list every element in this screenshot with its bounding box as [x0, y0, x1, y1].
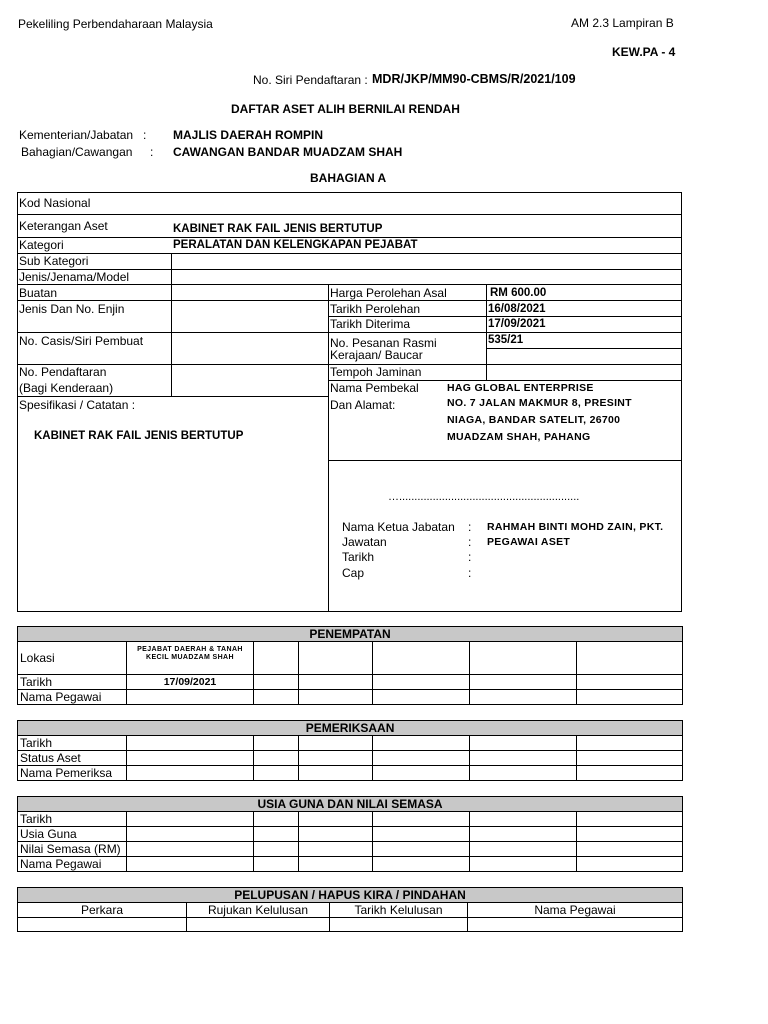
tarikh-label: Tarikh	[18, 675, 127, 690]
tarikh-sign-label: Tarikh	[342, 550, 375, 564]
pelupusan-table	[17, 887, 683, 932]
empty-cell	[299, 812, 373, 827]
empty-cell	[254, 690, 299, 705]
pendaftaran-sublabel: (Bagi Kenderaan)	[19, 381, 114, 395]
jawatan-value: PEGAWAI ASET	[487, 536, 571, 548]
usia-row-label: Nilai Semasa (RM)	[18, 842, 127, 857]
empty-cell	[373, 827, 470, 842]
empty-cell	[468, 918, 683, 932]
empty-cell	[254, 827, 299, 842]
empty-cell	[127, 842, 254, 857]
pembekal-address-2: NIAGA, BANDAR SATELIT, 26700	[447, 414, 621, 426]
row-divider	[17, 396, 328, 397]
jaminan-label: Tempoh Jaminan	[330, 365, 422, 379]
empty-cell	[254, 766, 299, 781]
empty-cell	[577, 812, 683, 827]
division-colon: :	[150, 145, 154, 159]
pelupusan-col-header: Perkara	[18, 903, 187, 918]
buatan-label: Buatan	[19, 286, 58, 300]
row-divider	[17, 332, 328, 333]
pemeriksaan-table	[17, 720, 683, 781]
pembekal-label: Nama Pembekal	[330, 381, 419, 395]
penempatan-title: PENEMPATAN	[18, 627, 683, 642]
tarikh-diterima-value: 17/09/2021	[488, 318, 546, 330]
empty-cell	[299, 751, 373, 766]
spesifikasi-value: KABINET RAK FAIL JENIS BERTUTUP	[34, 430, 244, 442]
empty-cell	[299, 736, 373, 751]
empty-cell	[254, 642, 299, 675]
casis-label: No. Casis/Siri Pembuat	[19, 334, 144, 348]
signature-line: …...........................................................	[388, 491, 580, 503]
empty-cell	[470, 766, 577, 781]
pemeriksaan-row-label: Status Aset	[18, 751, 127, 766]
ketua-label: Nama Ketua Jabatan	[342, 520, 455, 534]
empty-cell	[577, 736, 683, 751]
jenis-label: Jenis/Jenama/Model	[19, 270, 130, 284]
empty-cell	[373, 766, 470, 781]
row-divider	[328, 460, 682, 461]
pesanan-value: 535/21	[488, 334, 524, 346]
empty-cell	[299, 675, 373, 690]
ministry-value: MAJLIS DAERAH ROMPIN	[173, 128, 324, 142]
nama-pegawai-label: Nama Pegawai	[18, 690, 127, 705]
penempatan-table	[17, 626, 683, 705]
pembekal-sublabel: Dan Alamat:	[330, 398, 396, 412]
empty-cell	[330, 918, 468, 932]
form-code: KEW.PA - 4	[612, 45, 676, 59]
empty-cell	[577, 675, 683, 690]
empty-cell	[18, 918, 187, 932]
empty-cell	[299, 690, 373, 705]
empty-cell	[373, 675, 470, 690]
empty-cell	[577, 857, 683, 872]
empty-cell	[299, 642, 373, 675]
row-divider	[486, 348, 682, 349]
usia-row-label: Usia Guna	[18, 827, 127, 842]
empty-cell	[470, 642, 577, 675]
lokasi-value-line-2: KECIL MUADZAM SHAH	[146, 654, 234, 661]
empty-cell	[577, 766, 683, 781]
cap-colon: :	[468, 566, 472, 580]
pelupusan-col-header: Rujukan Kelulusan	[187, 903, 330, 918]
col-divider	[486, 284, 487, 380]
empty-cell	[254, 751, 299, 766]
tarikh-value: 17/09/2021	[127, 675, 254, 690]
row-divider	[328, 300, 682, 301]
tarikh-perolehan-value: 16/08/2021	[488, 303, 546, 315]
empty-cell	[470, 827, 577, 842]
empty-cell	[254, 736, 299, 751]
harga-value: RM 600.00	[490, 287, 547, 299]
usia-row-label: Nama Pegawai	[18, 857, 127, 872]
empty-cell	[127, 827, 254, 842]
keterangan-label: Keterangan Aset	[19, 219, 108, 233]
jawatan-label: Jawatan	[342, 535, 387, 549]
pemeriksaan-row-label: Tarikh	[18, 736, 127, 751]
empty-cell	[470, 675, 577, 690]
keterangan-value: KABINET RAK FAIL JENIS BERTUTUP	[173, 223, 383, 235]
lokasi-value-line-1: PEJABAT DAERAH & TANAH	[137, 646, 243, 653]
empty-cell	[299, 842, 373, 857]
empty-cell	[577, 642, 683, 675]
empty-cell	[373, 751, 470, 766]
empty-cell	[127, 751, 254, 766]
pemeriksaan-row-label: Nama Pemeriksa	[18, 766, 127, 781]
pembekal-name: HAG GLOBAL ENTERPRISE	[447, 382, 594, 394]
circular-reference: Pekeliling Perbendaharaan Malaysia	[18, 17, 213, 31]
page-title: DAFTAR ASET ALIH BERNILAI RENDAH	[231, 102, 460, 116]
jawatan-colon: :	[468, 535, 472, 549]
pelupusan-col-header: Tarikh Kelulusan	[330, 903, 468, 918]
col-divider	[171, 253, 172, 396]
empty-cell	[254, 812, 299, 827]
pesanan-label: No. Pesanan Rasmi	[330, 336, 437, 350]
division-value: CAWANGAN BANDAR MUADZAM SHAH	[173, 145, 403, 159]
col-divider	[328, 284, 329, 612]
empty-cell	[577, 751, 683, 766]
ministry-colon: :	[143, 128, 147, 142]
usia-row-label: Tarikh	[18, 812, 127, 827]
pemeriksaan-title: PEMERIKSAAN	[18, 721, 683, 736]
kategori-label: Kategori	[19, 238, 64, 252]
empty-cell	[470, 842, 577, 857]
empty-cell	[299, 857, 373, 872]
empty-cell	[373, 690, 470, 705]
empty-cell	[127, 690, 254, 705]
lokasi-value	[127, 642, 254, 675]
row-divider	[17, 214, 682, 215]
ketua-value: RAHMAH BINTI MOHD ZAIN, PKT.	[487, 521, 664, 533]
harga-label: Harga Perolehan Asal	[330, 286, 447, 300]
empty-cell	[127, 857, 254, 872]
empty-cell	[299, 827, 373, 842]
lokasi-label: Lokasi	[18, 642, 127, 675]
tarikh-perolehan-label: Tarikh Perolehan	[330, 302, 421, 316]
empty-cell	[187, 918, 330, 932]
appendix-reference: AM 2.3 Lampiran B	[571, 16, 674, 30]
row-divider	[17, 300, 328, 301]
pembekal-address-1: NO. 7 JALAN MAKMUR 8, PRESINT	[447, 397, 632, 409]
empty-cell	[254, 857, 299, 872]
pendaftaran-label: No. Pendaftaran	[19, 365, 107, 379]
row-divider	[17, 284, 682, 285]
kategori-value: PERALATAN DAN KELENGKAPAN PEJABAT	[173, 239, 418, 251]
pesanan-sublabel: Kerajaan/ Baucar	[330, 348, 423, 362]
empty-cell	[299, 766, 373, 781]
serial-number: MDR/JKP/MM90-CBMS/R/2021/109	[372, 72, 576, 86]
row-divider	[17, 253, 682, 254]
section-title: BAHAGIAN A	[310, 171, 387, 185]
tarikh-diterima-label: Tarikh Diterima	[330, 317, 411, 331]
enjin-label: Jenis Dan No. Enjin	[19, 302, 125, 316]
empty-cell	[577, 842, 683, 857]
empty-cell	[373, 857, 470, 872]
empty-cell	[254, 675, 299, 690]
empty-cell	[254, 842, 299, 857]
ministry-label: Kementerian/Jabatan	[19, 128, 134, 142]
usia-table	[17, 796, 683, 872]
empty-cell	[470, 812, 577, 827]
empty-cell	[470, 736, 577, 751]
empty-cell	[470, 857, 577, 872]
usia-title: USIA GUNA DAN NILAI SEMASA	[18, 797, 683, 812]
empty-cell	[127, 812, 254, 827]
empty-cell	[470, 690, 577, 705]
pelupusan-title: PELUPUSAN / HAPUS KIRA / PINDAHAN	[18, 888, 683, 903]
cap-label: Cap	[342, 566, 365, 580]
division-label: Bahagian/Cawangan	[21, 145, 133, 159]
pelupusan-col-header: Nama Pegawai	[468, 903, 683, 918]
spesifikasi-label: Spesifikasi / Catatan :	[19, 398, 136, 412]
empty-cell	[373, 842, 470, 857]
empty-cell	[127, 766, 254, 781]
empty-cell	[577, 690, 683, 705]
empty-cell	[373, 812, 470, 827]
tarikh-sign-colon: :	[468, 550, 472, 564]
empty-cell	[373, 736, 470, 751]
sub-kategori-label: Sub Kategori	[19, 254, 89, 268]
serial-label: No. Siri Pendaftaran :	[253, 73, 368, 87]
empty-cell	[373, 642, 470, 675]
kod-nasional-label: Kod Nasional	[19, 196, 91, 210]
empty-cell	[577, 827, 683, 842]
empty-cell	[127, 736, 254, 751]
empty-cell	[470, 751, 577, 766]
ketua-colon: :	[468, 520, 472, 534]
pembekal-address-3: MUADZAM SHAH, PAHANG	[447, 431, 591, 443]
